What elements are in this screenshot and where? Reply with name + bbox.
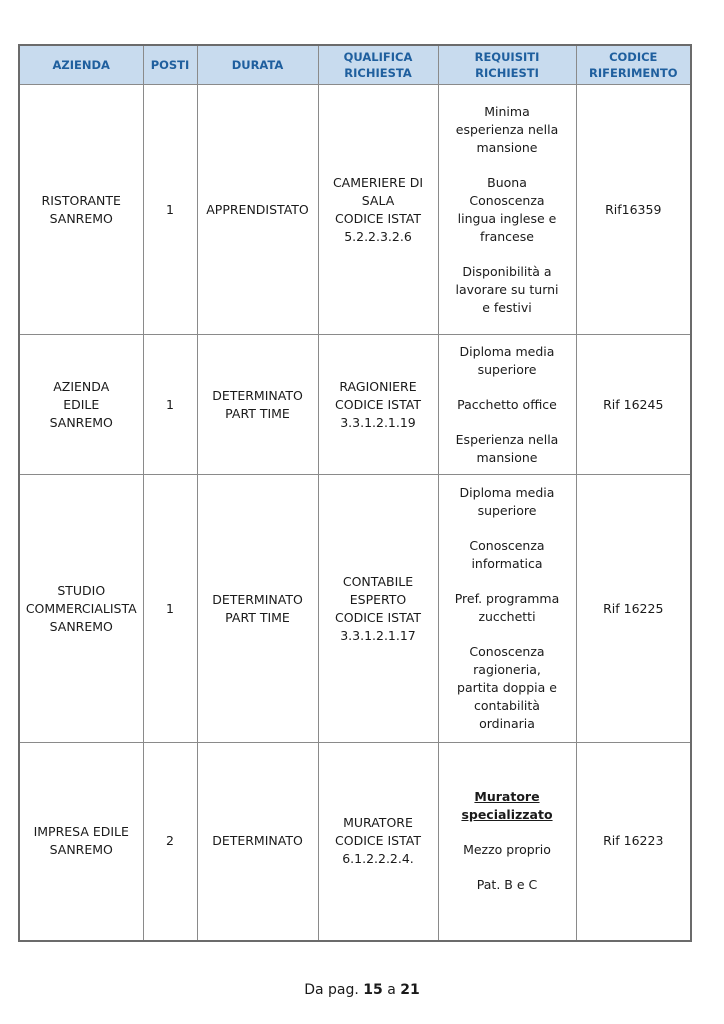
requirement-item — [443, 174, 572, 246]
cell-azienda — [19, 335, 143, 475]
cell-qualifica-line: CONTABILE — [342, 573, 414, 589]
cell-qualifica-line: CODICE ISTAT — [335, 210, 421, 226]
cell-qualifica-line: 5.2.2.3.2.6 — [344, 228, 412, 244]
cell-qualifica — [318, 335, 438, 475]
cell-qualifica-line: CAMERIERE DI — [332, 174, 424, 190]
cell-durata-line: DETERMINATO — [212, 591, 303, 607]
header-qualifica — [318, 45, 438, 85]
cell-codice — [576, 743, 691, 941]
requirement-line: Pref. programma — [454, 591, 560, 606]
requirement-item — [443, 876, 572, 894]
cell-posti-line: 2 — [166, 833, 174, 849]
cell-posti — [143, 85, 197, 335]
requirement-line: Pacchetto office — [457, 396, 557, 412]
cell-requisiti — [438, 475, 576, 743]
cell-durata-line: PART TIME — [225, 405, 290, 421]
header-requisiti — [438, 45, 576, 85]
header-qualifica-line: RICHIESTA — [344, 66, 412, 80]
cell-codice-line: Rif 16223 — [603, 833, 664, 849]
requirement-item — [443, 788, 572, 824]
requirement-line: contabilità — [474, 698, 540, 713]
requirement-line: Esperienza nella — [455, 431, 559, 447]
cell-azienda — [19, 85, 143, 335]
cell-codice — [576, 335, 691, 475]
requirement-line: zucchetti — [478, 609, 536, 624]
header-durata: DURATA — [197, 45, 318, 85]
cell-durata — [197, 85, 318, 335]
requirement-line: Pat. B e C — [476, 877, 538, 893]
cell-durata-line: DETERMINATO — [212, 387, 303, 403]
requirement-line: lingua inglese e — [457, 210, 557, 226]
cell-azienda-line: IMPRESA EDILE — [33, 824, 129, 840]
cell-azienda-line: SANREMO — [49, 210, 113, 226]
requirement-item — [443, 590, 572, 626]
requirement-line: Muratore — [474, 789, 540, 805]
requirement-line: Disponibilità a — [462, 263, 552, 279]
requirement-line: e festivi — [482, 299, 532, 315]
footer-separator: a — [387, 982, 396, 998]
requirement-item — [443, 841, 572, 859]
header-codice — [576, 45, 691, 85]
cell-posti-line: 1 — [166, 396, 174, 412]
cell-qualifica-line: 3.3.1.2.1.19 — [340, 414, 416, 430]
cell-durata — [197, 475, 318, 743]
cell-qualifica — [318, 85, 438, 335]
requirement-line: Buona — [487, 174, 527, 190]
cell-durata-line: PART TIME — [225, 609, 290, 625]
cell-durata-line: DETERMINATO — [212, 833, 303, 849]
requirement-item — [443, 343, 572, 379]
cell-qualifica — [318, 743, 438, 941]
cell-codice-line: Rif16359 — [605, 201, 662, 217]
cell-qualifica-line: RAGIONIERE — [339, 378, 417, 394]
cell-posti-line: 1 — [166, 600, 174, 616]
cell-azienda-line: EDILE — [63, 396, 100, 412]
cell-qualifica-line: 3.3.1.2.1.17 — [340, 627, 416, 643]
cell-qualifica-line: MURATORE — [343, 815, 413, 831]
table-row — [19, 475, 691, 743]
header-qualifica-line: QUALIFICA — [343, 50, 413, 64]
header-codice-line: RIFERIMENTO — [588, 66, 678, 80]
requirement-line: partita doppia e — [457, 680, 557, 695]
cell-posti-line: 1 — [166, 201, 174, 217]
requirement-line: ordinaria — [479, 716, 535, 731]
cell-azienda-line: STUDIO — [57, 582, 106, 598]
requirement-item — [443, 103, 572, 157]
table-row — [19, 743, 691, 941]
cell-qualifica-line: SALA — [361, 192, 395, 208]
table-body — [19, 85, 691, 941]
requirement-line: francese — [480, 228, 534, 244]
requirement-item — [443, 431, 572, 467]
cell-durata — [197, 743, 318, 941]
cell-qualifica-line: CODICE ISTAT — [335, 609, 421, 625]
requirement-line: mansione — [476, 139, 538, 155]
requirement-line: Diploma media — [459, 343, 555, 359]
requirement-item — [443, 396, 572, 414]
cell-qualifica-line: 6.1.2.2.2.4. — [342, 851, 414, 867]
cell-azienda-line: AZIENDA — [53, 378, 110, 394]
cell-requisiti — [438, 85, 576, 335]
table-row — [19, 335, 691, 475]
cell-posti — [143, 475, 197, 743]
cell-azienda — [19, 743, 143, 941]
requirement-line: ragioneria, — [473, 662, 541, 677]
requirement-item — [443, 263, 572, 317]
cell-azienda-line: RISTORANTE — [41, 192, 121, 208]
cell-qualifica-line: ESPERTO — [349, 591, 407, 607]
footer-total-pages: 21 — [400, 982, 420, 998]
requirement-item — [443, 484, 572, 520]
cell-azienda-line: SANREMO — [49, 842, 113, 858]
requirement-item — [443, 537, 572, 573]
requirement-line: mansione — [476, 449, 538, 465]
table-header-row — [19, 45, 691, 85]
requirement-line: lavorare su turni — [455, 281, 559, 297]
cell-codice — [576, 475, 691, 743]
cell-qualifica — [318, 475, 438, 743]
requirement-line: Conoscenza — [469, 644, 545, 659]
cell-azienda-line: SANREMO — [49, 414, 113, 430]
requirement-line: superiore — [477, 361, 537, 377]
requirement-line: Conoscenza — [469, 192, 545, 208]
cell-azienda-line: COMMERCIALISTA — [25, 600, 137, 616]
requirement-line: esperienza nella — [455, 121, 559, 137]
cell-qualifica-line: CODICE ISTAT — [335, 833, 421, 849]
requirement-line: superiore — [477, 503, 537, 518]
job-offers-table — [18, 44, 692, 942]
header-azienda: AZIENDA — [19, 45, 143, 85]
cell-posti — [143, 743, 197, 941]
cell-qualifica-line: CODICE ISTAT — [335, 396, 421, 412]
cell-codice-line: Rif 16225 — [603, 600, 664, 616]
cell-codice-line: Rif 16245 — [603, 396, 664, 412]
cell-durata — [197, 335, 318, 475]
cell-codice — [576, 85, 691, 335]
offers-table-wrapper — [18, 44, 690, 942]
cell-durata-line: APPRENDISTATO — [206, 201, 309, 217]
requirement-line: informatica — [471, 556, 543, 571]
requirement-line: Minima — [484, 103, 530, 119]
footer-prefix: Da pag. — [304, 982, 359, 998]
requirement-item — [443, 643, 572, 733]
header-posti: POSTI — [143, 45, 197, 85]
header-requisiti-line: RICHIESTI — [475, 66, 539, 80]
header-codice-line: CODICE — [609, 50, 658, 64]
cell-azienda — [19, 475, 143, 743]
cell-posti — [143, 335, 197, 475]
cell-requisiti — [438, 743, 576, 941]
header-requisiti-line: REQUISITI — [474, 50, 540, 64]
cell-requisiti — [438, 335, 576, 475]
footer-page-number: 15 — [363, 982, 383, 998]
requirement-line: Mezzo proprio — [463, 842, 551, 858]
requirement-line: Diploma media — [459, 485, 555, 500]
table-row — [19, 85, 691, 335]
requirement-line: Conoscenza — [469, 538, 545, 553]
cell-azienda-line: SANREMO — [49, 618, 113, 634]
requirement-line: specializzato — [461, 807, 553, 823]
page-footer — [0, 982, 724, 998]
